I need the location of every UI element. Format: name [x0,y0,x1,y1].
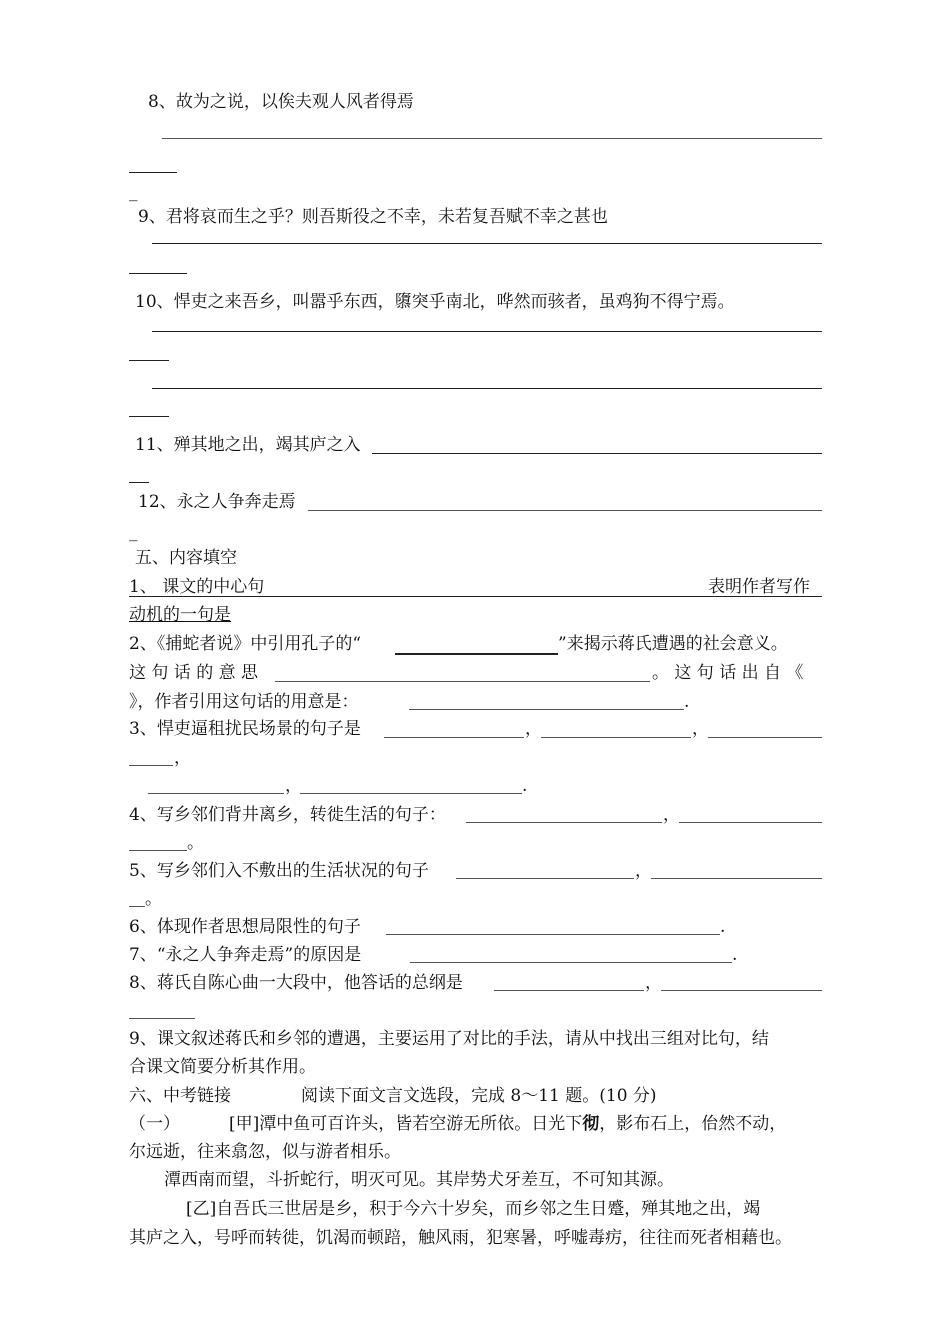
section-6-heading: 六、中考链接 [129,1086,231,1106]
item-5-blank-2[interactable] [651,878,822,879]
item-4-label: 4、写乡邻们背井离乡，转徙生活的句子： [129,805,446,825]
item-8-blank-1[interactable] [494,990,644,991]
item-7-blank[interactable] [410,962,732,963]
item-2-period: . [684,692,690,712]
item-9-line1: 9、课文叙述蒋氏和乡邻的遭遇，主要运用了对比的手法，请从中找出三组对比句，结 [129,1029,769,1049]
item-3-blank-1[interactable] [384,737,524,738]
item-5-blank-3[interactable] [129,906,145,907]
passage-jia-line1: [甲]潭中鱼可百许头，皆若空游无所依。日光下彻，影布石上，佁然不动， [229,1114,787,1134]
answer-line-10c[interactable] [152,388,822,389]
item-1-line2: 动机的一句是 [129,605,231,625]
section-5-heading: 五、内容填空 [135,548,237,568]
item-3-blank-4[interactable] [129,765,173,766]
item-3-blank-5[interactable] [148,793,284,794]
answer-line-10d[interactable] [129,416,169,417]
comma: ， [285,776,302,796]
item-6-blank[interactable] [386,934,720,935]
passage-jia-line2: 尔远逝，往来翕忽，似与游者相乐。 [129,1142,401,1162]
passage-part-label: （一） [129,1114,180,1134]
item-3-label: 3、悍吏逼租扰民场景的句子是 [129,719,361,739]
item-8-blank-3[interactable] [129,1018,195,1019]
item-3-blank-3[interactable] [708,737,822,738]
item-5-blank-1[interactable] [456,878,634,879]
comma: ， [663,805,680,825]
answer-line-11a[interactable] [372,453,822,454]
item-1-label: 1、 课文的中心句 [129,577,265,597]
item-5-label: 5、写乡邻们入不敷出的生活状况的句子 [129,861,429,881]
item-2-blank-purpose[interactable] [409,709,684,710]
item-2-blank-meaning[interactable] [275,681,650,682]
item-2-meaning-label: 这 句 话 的 意 思 [129,663,259,683]
question-12: 12、永之人争奔走焉 [138,492,296,512]
period: . [732,945,738,965]
question-8: 8、故为之说，以俟夫观人风者得焉 [148,92,414,112]
comma: ， [692,719,709,739]
answer-line-9a[interactable] [152,243,822,244]
passage-yi-line2: 其庐之入，号呼而转徙，饥渴而顿踣，触风雨，犯寒暑，呼嘘毒疠，往往而死者相藉也。 [129,1228,792,1248]
answer-line-12a[interactable] [308,510,822,511]
item-9-line2: 合课文简要分析其作用。 [129,1057,316,1077]
answer-line-10a[interactable] [152,331,822,332]
period: . [720,917,726,937]
item-7-label: 7、“永之人争奔走焉”的原因是 [129,945,362,965]
item-8-label: 8、蒋氏自陈心曲一大段中，他答话的总纲是 [129,973,463,993]
item-2-source-label: 。 这 句 话 出 自 《 [652,663,804,683]
item-2-line1-end: ”来揭示蒋氏遭遇的社会意义。 [558,634,788,654]
question-11: 11、殚其地之出，竭其庐之入 [135,435,361,455]
question-9: 9、君将哀而生之乎？则吾斯役之不幸，未若复吾赋不幸之甚也 [138,207,608,227]
item-8-blank-2[interactable] [661,990,822,991]
period: 。 [187,833,204,853]
period: . [522,776,528,796]
comma: ， [174,748,191,768]
item-4-blank-3[interactable] [129,850,187,851]
answer-line-12-tail: _ [129,522,138,542]
answer-line-10b[interactable] [129,360,169,361]
item-2-line1-start: 2、《捕蛇者说》中引用孔子的“ [129,634,362,654]
item-2-line3: 》，作者引用这句话的用意是： [129,692,359,712]
item-6-label: 6、体现作者思想局限性的句子 [129,917,361,937]
comma: ， [635,861,652,881]
item-3-blank-6[interactable] [300,793,522,794]
item-2-blank-quote[interactable] [395,653,558,655]
section-6-instruction: 阅读下面文言文选段，完成 8～11 题。(10 分) [301,1086,657,1106]
answer-line-8-tail: _ [129,182,138,202]
period: 。 [145,889,162,909]
comma: ， [525,719,542,739]
item-1-right-text: 表明作者写作 [708,577,810,597]
answer-line-8a[interactable] [162,138,822,139]
item-4-blank-2[interactable] [679,822,822,823]
answer-line-11b[interactable] [129,482,149,483]
passage-jia-line3: 潭西南而望，斗折蛇行，明灭可见。其岸势犬牙差互，不可知其源。 [164,1170,674,1190]
item-4-blank-1[interactable] [466,822,662,823]
answer-line-9b[interactable] [129,273,187,274]
question-10: 10、悍吏之来吾乡，叫嚣乎东西，隳突乎南北，哗然而骇者，虽鸡狗不得宁焉。 [135,292,735,312]
answer-line-8b[interactable] [129,172,177,173]
comma: ， [645,973,662,993]
passage-yi-line1: [乙]自吾氏三世居是乡，积于今六十岁矣，而乡邻之生日蹙，殚其地之出，竭 [186,1199,761,1219]
item-3-blank-2[interactable] [541,737,691,738]
